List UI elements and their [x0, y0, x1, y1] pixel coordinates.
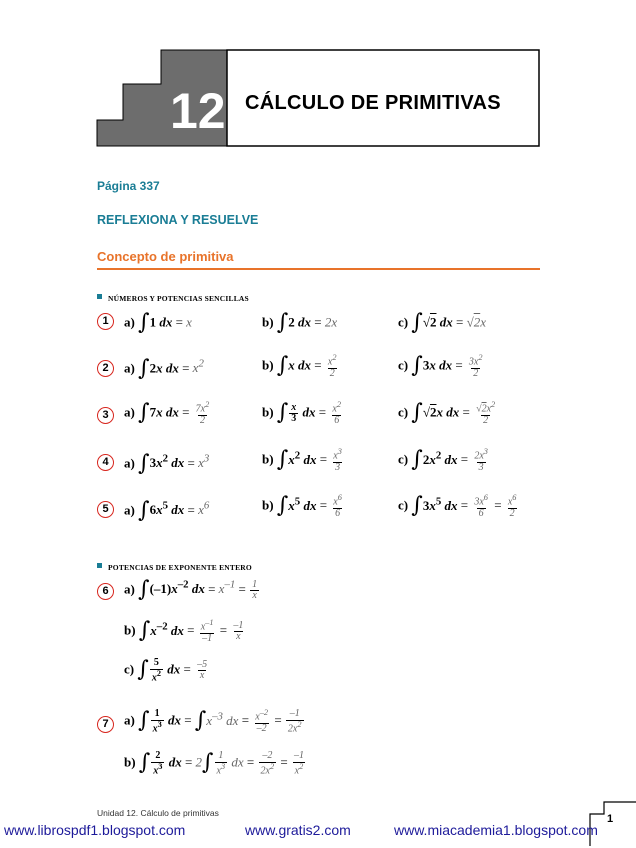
footer-link[interactable]: www.miacademia1.blogspot.com	[394, 822, 598, 838]
exercise-number: 7	[97, 716, 114, 733]
ex5-b: b) $\int x^5$ dx = $\frac{x^6}{6}$	[262, 493, 342, 519]
page-number: 1	[607, 813, 614, 825]
ex6-b: b) $\int x^{-2}$ dx = $\frac{x^{-1}}{-1}$ = $\frac{-1}{x}$	[124, 618, 244, 644]
ex1-b: b) ∫2 dx = 2x	[262, 310, 338, 335]
ex5-a: a) $\int 6x^5$ dx = $x^6$	[124, 498, 210, 523]
exercise-number: 1	[97, 313, 114, 330]
exercise-number: 5	[97, 501, 114, 518]
exercise-number: 6	[97, 583, 114, 600]
footer-unit-text: Unidad 12. Cálculo de primitivas	[97, 808, 219, 818]
ex2-b: b) ∫x dx = $\frac{x^2}{2}$	[262, 353, 337, 379]
subsection-title: Concepto de primitiva	[97, 249, 234, 264]
ex7-a: a) ∫ $\frac{1}{x^3}$ dx = $\int x^{-3}$ dx = $\frac{x^{-2}}{-2}$ = $\frac{-1}{2x^2}$	[124, 708, 302, 734]
ex5-c: c) $\int 3x^5$ dx = $\frac{3x^6}{6}$ = $\frac{x^6}{2}$	[398, 493, 517, 519]
ex6-c: c) ∫ $\frac{5}{x^2}$ dx = $\frac{-5}{x}$	[124, 657, 208, 683]
ex3-c: c) ∫√2x dx = $\frac{√2x^2}{2}$	[398, 400, 496, 426]
bullet-icon	[97, 563, 102, 568]
ex4-a: a) $\int 3x^2$ dx = $x^3$	[124, 451, 210, 476]
ex4-c: c) $\int 2x^2$ dx = $\frac{2x^3}{3}$	[398, 447, 488, 473]
footer-link[interactable]: www.librospdf1.blogspot.com	[4, 822, 186, 838]
chapter-number: 12	[170, 83, 226, 139]
ex1-a: a) ∫1 dx = x	[124, 310, 192, 335]
group-heading-1: NÚMEROS Y POTENCIAS SENCILLAS	[97, 288, 249, 306]
ex4-b: b) $\int x^2$ dx = $\frac{x^3}{3}$	[262, 447, 342, 473]
exercise-number: 2	[97, 360, 114, 377]
exercise-number: 3	[97, 407, 114, 424]
ex7-b: b) ∫ $\frac{2}{x^3}$ dx = 2∫ $\frac{1}{x^3}$ dx = $\frac{-2}{2x^2}$ = $\frac{-1}{x^2}$	[124, 750, 304, 776]
subsection-rule	[97, 268, 540, 270]
ex3-a: a) ∫7x dx = $\frac{7x^2}{2}$	[124, 400, 210, 426]
exercise-number: 4	[97, 454, 114, 471]
footer-link[interactable]: www.gratis2.com	[245, 822, 351, 838]
ex2-c: c) ∫3x dx = $\frac{3x^2}{2}$	[398, 353, 483, 379]
group-heading-2: POTENCIAS DE EXPONENTE ENTERO	[97, 557, 252, 575]
bullet-icon	[97, 294, 102, 299]
chapter-title: CÁLCULO DE PRIMITIVAS	[245, 92, 501, 114]
ex2-a: a) ∫2x dx = $x^2$	[124, 356, 204, 381]
page-label: Página 337	[97, 179, 160, 193]
section-title: REFLEXIONA Y RESUELVE	[97, 213, 259, 227]
ex1-c: c) ∫√2 dx = √2x	[398, 310, 486, 335]
ex3-b: b) ∫ $\frac{x}{3}$ dx = $\frac{x^2}{6}$	[262, 400, 341, 426]
ex6-a: a) $\int(-1)x^{-2}$ dx = $x^{-1}$ = $\frac{1}{x}$	[124, 577, 258, 602]
